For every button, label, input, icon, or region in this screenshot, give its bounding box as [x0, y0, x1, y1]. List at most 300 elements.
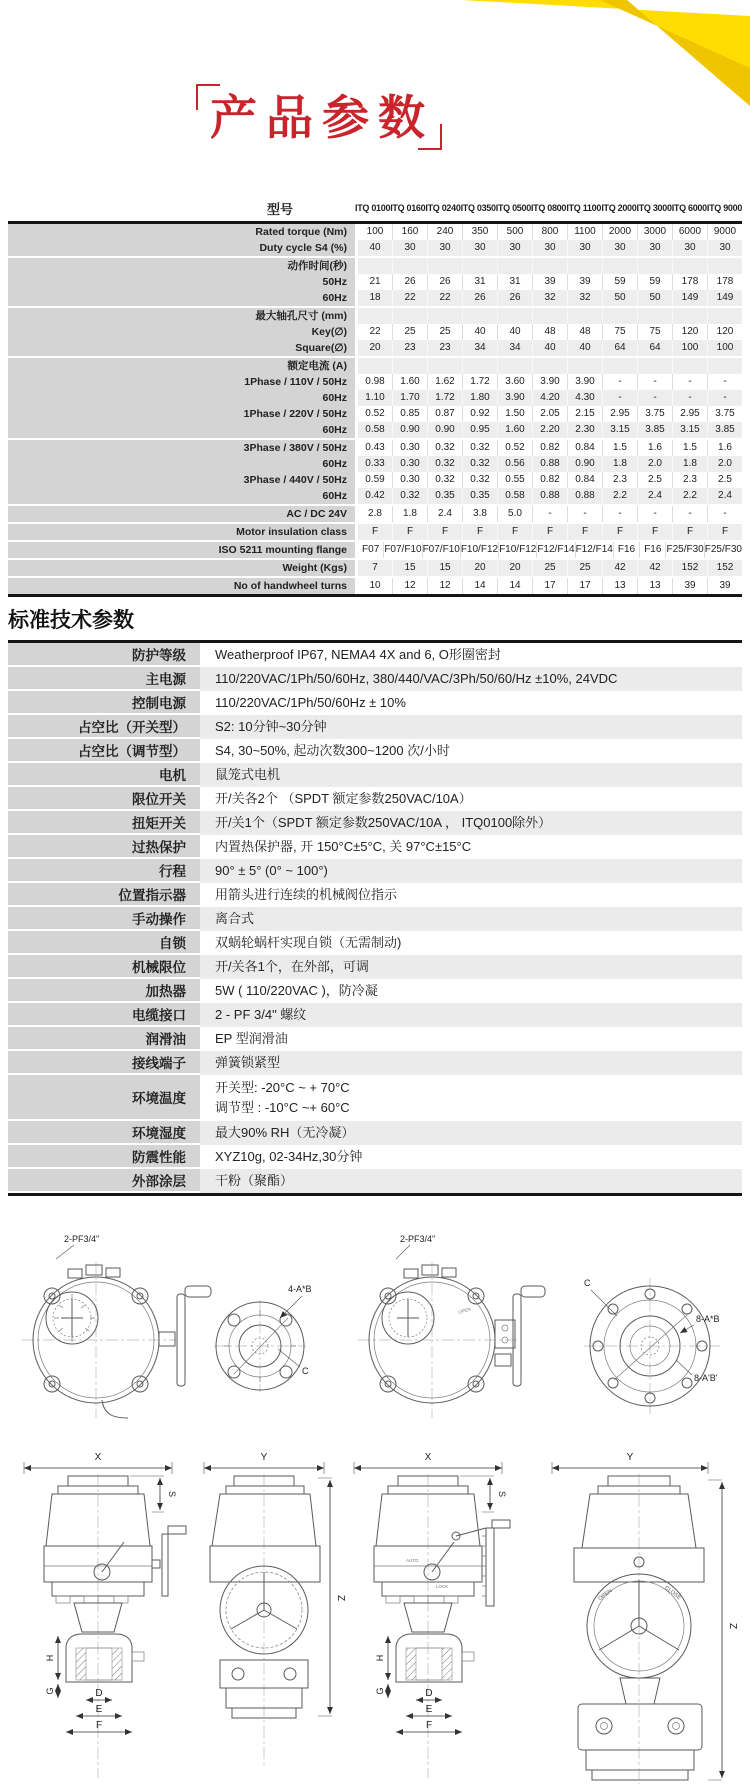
- tech-param-row: [8, 667, 742, 691]
- spec-cell: F12/F14: [536, 542, 574, 558]
- dim-f-right: F: [425, 1720, 433, 1731]
- spec-cell: 20: [497, 560, 532, 576]
- tech-param-label: 限位开关: [8, 787, 200, 811]
- spec-cell: 30: [637, 240, 672, 256]
- spec-cell: 0.30: [392, 472, 427, 488]
- spec-cell: -: [707, 374, 742, 390]
- spec-cell: 32: [532, 290, 567, 306]
- tech-param-value-cell: [200, 955, 742, 979]
- spec-cell: 152: [672, 560, 707, 576]
- spec-cell: 15: [392, 560, 427, 576]
- tech-param-value-cell: [200, 1169, 742, 1193]
- spec-data-row: [8, 578, 742, 594]
- spec-cell: 18: [358, 290, 392, 306]
- spec-cell: [707, 308, 742, 324]
- spec-cell: [462, 308, 497, 324]
- tech-param-value: 开关型: -20°C ~ + 70°C: [215, 1079, 350, 1095]
- tech-param-row: [8, 1075, 742, 1121]
- spec-row-label: 60Hz: [8, 290, 355, 306]
- model-spec-table: [8, 195, 742, 597]
- spec-cell: 64: [637, 340, 672, 356]
- spec-cell: 7: [358, 560, 392, 576]
- spec-row-label: No of handwheel turns: [8, 578, 355, 594]
- spec-cell: 0.32: [427, 456, 462, 472]
- spec-cell: 4.30: [567, 390, 602, 406]
- spec-cell: -: [637, 374, 672, 390]
- tech-param-value: 90° ± 5° (0° ~ 100°): [215, 862, 328, 878]
- spec-cell: 0.92: [462, 406, 497, 422]
- tech-param-label: 电缆接口: [8, 1003, 200, 1027]
- spec-cell: 0.30: [392, 440, 427, 456]
- tech-param-label: 过热保护: [8, 835, 200, 859]
- spec-cell: 2.5: [707, 472, 742, 488]
- dim-x-right: X: [424, 1452, 432, 1463]
- spec-cell: 0.98: [358, 374, 392, 390]
- spec-cell: 23: [392, 340, 427, 356]
- spec-cell: -: [707, 390, 742, 406]
- spec-cell: [392, 308, 427, 324]
- spec-cell: 30: [462, 240, 497, 256]
- spec-data-row: [8, 240, 742, 256]
- spec-group-row: [8, 358, 742, 374]
- spec-cell: 3.85: [637, 422, 672, 438]
- spec-cell: [602, 358, 637, 374]
- spec-data-row: [8, 524, 742, 540]
- dim-z-left: Z: [335, 1594, 346, 1602]
- spec-cell: 2.15: [567, 406, 602, 422]
- spec-row-label: 1Phase / 220V / 50Hz: [8, 406, 355, 422]
- spec-cell: 149: [672, 290, 707, 306]
- model-header: ITQ 3000: [636, 203, 672, 213]
- spec-cell: 1.62: [427, 374, 462, 390]
- spec-cell: 0.58: [358, 422, 392, 438]
- tech-param-value-cell: [200, 811, 742, 835]
- spec-row-label: AC / DC 24V: [8, 506, 355, 522]
- spec-cell: 39: [707, 578, 742, 594]
- tech-param-value-cell: [200, 1121, 742, 1145]
- spec-cell: [462, 358, 497, 374]
- spec-cell: 0.95: [462, 422, 497, 438]
- tech-param-row: [8, 907, 742, 931]
- spec-cell: 0.52: [497, 440, 532, 456]
- spec-cell: 39: [532, 274, 567, 290]
- close-marking-wheel: CLOSE: [663, 1585, 682, 1602]
- tech-param-value-cell: [200, 715, 742, 739]
- spec-row-label: ISO 5211 mounting flange: [8, 542, 355, 558]
- spec-cell: 30: [392, 240, 427, 256]
- flange-dim-label-c-right: C: [584, 1278, 591, 1288]
- spec-row-cells: [358, 524, 742, 540]
- spec-cell: 75: [637, 324, 672, 340]
- flange-bolt-label-4ab: 4-A*B: [288, 1284, 312, 1294]
- spec-row-cells: [358, 456, 742, 472]
- spec-table-header: [8, 195, 742, 221]
- spec-cell: 34: [462, 340, 497, 356]
- tech-param-value-cell: [200, 739, 742, 763]
- spec-row-cells: [358, 422, 742, 438]
- drawing-flange-view-right: [584, 1278, 720, 1414]
- spec-cell: F25/F30: [665, 542, 703, 558]
- tech-param-value: 鼠笼式电机: [215, 766, 281, 782]
- spec-cell: 3.60: [497, 374, 532, 390]
- spec-cell: 21: [358, 274, 392, 290]
- spec-row-cells: [358, 258, 742, 274]
- spec-cell: F: [567, 524, 602, 540]
- spec-row-label: 3Phase / 380V / 50Hz: [8, 440, 355, 456]
- dim-e-left: E: [95, 1704, 103, 1715]
- spec-cell: 22: [427, 290, 462, 306]
- tech-param-value: S4, 30~50%, 起动次数300~1200 次/小时: [215, 742, 450, 758]
- drawing-front-view-right: [358, 1234, 545, 1418]
- spec-cell: F16: [613, 542, 639, 558]
- spec-cell: F07: [358, 542, 383, 558]
- spec-cell: 2.4: [707, 488, 742, 504]
- drawing-side-view-1: [24, 1452, 186, 1778]
- tech-param-value: 开/关各1个，在外部，可调: [215, 958, 369, 974]
- tech-param-label: 接线端子: [8, 1051, 200, 1075]
- spec-cell: [637, 308, 672, 324]
- spec-cell: 22: [358, 324, 392, 340]
- open-marking-wheel: OPEN: [597, 1588, 614, 1603]
- spec-cell: 0.90: [567, 456, 602, 472]
- spec-cell: 0.32: [427, 472, 462, 488]
- tech-param-value: EP 型润滑油: [215, 1030, 288, 1046]
- spec-cell: 5.0: [497, 506, 532, 522]
- spec-cell: 0.82: [532, 472, 567, 488]
- spec-data-row: [8, 456, 742, 472]
- dim-y-left: Y: [260, 1452, 268, 1463]
- spec-cell: 152: [707, 560, 742, 576]
- spec-cell: 40: [358, 240, 392, 256]
- spec-cell: [427, 308, 462, 324]
- spec-cell: 13: [602, 578, 637, 594]
- spec-cell: 40: [462, 324, 497, 340]
- spec-cell: 2.4: [637, 488, 672, 504]
- spec-row-label: Motor insulation class: [8, 524, 355, 540]
- tech-param-row: [8, 1003, 742, 1027]
- tech-param-row: [8, 715, 742, 739]
- spec-data-row: [8, 224, 742, 240]
- spec-cell: 0.82: [532, 440, 567, 456]
- spec-cell: F10/F12: [498, 542, 536, 558]
- spec-group-row: [8, 308, 742, 324]
- spec-cell: 17: [532, 578, 567, 594]
- spec-row-cells: [358, 240, 742, 256]
- tech-param-value-line2: 调节型 : -10°C ~+ 60°C: [215, 1100, 350, 1115]
- drawing-front-view-left: [22, 1234, 211, 1418]
- spec-cell: 160: [392, 224, 427, 240]
- spec-cell: 0.32: [462, 456, 497, 472]
- spec-cell: 1100: [567, 224, 602, 240]
- spec-row-cells: [358, 472, 742, 488]
- dim-f-left: F: [95, 1720, 103, 1731]
- tech-param-label: 占空比（调节型）: [8, 739, 200, 763]
- spec-cell: 25: [532, 560, 567, 576]
- spec-cell: 2.05: [532, 406, 567, 422]
- spec-row-cells: [358, 406, 742, 422]
- spec-cell: [462, 258, 497, 274]
- spec-cell: 0.85: [392, 406, 427, 422]
- spec-cell: 39: [672, 578, 707, 594]
- spec-cell: 1.10: [358, 390, 392, 406]
- tech-param-value: 110/220VAC/1Ph/50/60Hz, 380/440/VAC/3Ph/50/60/Hz ±10%, 24VDC: [215, 670, 618, 686]
- tech-param-row: [8, 859, 742, 883]
- tech-param-label: 润滑油: [8, 1027, 200, 1051]
- spec-cell: 2.2: [672, 488, 707, 504]
- spec-cell: 10: [358, 578, 392, 594]
- tech-param-value: 内置热保护器, 开 150°C±5°C, 关 97°C±15°C: [215, 838, 472, 854]
- tech-param-value: S2: 10分钟~30分钟: [215, 718, 327, 734]
- spec-cell: [532, 308, 567, 324]
- spec-cell: 3000: [637, 224, 672, 240]
- tech-param-value-cell: [200, 931, 742, 955]
- spec-cell: [392, 258, 427, 274]
- spec-cell: 30: [602, 240, 637, 256]
- tech-param-row: [8, 883, 742, 907]
- spec-data-row: [8, 274, 742, 290]
- spec-row-label: 1Phase / 110V / 50Hz: [8, 374, 355, 390]
- spec-cell: 1.8: [672, 456, 707, 472]
- spec-cell: 20: [358, 340, 392, 356]
- spec-cell: [602, 308, 637, 324]
- spec-cell: [392, 358, 427, 374]
- model-header: ITQ 2000: [601, 203, 637, 213]
- spec-row-label: Square(∅): [8, 340, 355, 356]
- model-header: ITQ 0100: [355, 203, 391, 213]
- spec-cell: 3.90: [497, 390, 532, 406]
- tech-param-value: 最大90% RH（无冷凝）: [215, 1124, 355, 1140]
- spec-cell: 30: [532, 240, 567, 256]
- spec-cell: F: [427, 524, 462, 540]
- spec-data-row: [8, 440, 742, 456]
- spec-cell: 59: [602, 274, 637, 290]
- spec-cell: 120: [672, 324, 707, 340]
- spec-cell: 0.84: [567, 472, 602, 488]
- flange-bolt-label-8ab: 8-A*B: [696, 1314, 720, 1324]
- spec-cell: 350: [462, 224, 497, 240]
- model-header: ITQ 0350: [460, 203, 496, 213]
- spec-data-row: [8, 560, 742, 576]
- tech-table-bottom-rule: [8, 1193, 742, 1196]
- spec-row-cells: [358, 542, 742, 558]
- tech-param-value: 2 - PF 3/4" 螺纹: [215, 1006, 307, 1022]
- spec-cell: 0.90: [427, 422, 462, 438]
- spec-cell: 1.72: [462, 374, 497, 390]
- spec-cell: F: [637, 524, 672, 540]
- spec-cell: [358, 308, 392, 324]
- spec-cell: 2.20: [532, 422, 567, 438]
- spec-row-label: 60Hz: [8, 488, 355, 504]
- spec-group-row: [8, 258, 742, 274]
- spec-cell: 26: [427, 274, 462, 290]
- spec-row-cells: [358, 290, 742, 306]
- spec-row-label: 动作时间(秒): [8, 258, 355, 274]
- tech-param-value-cell: [200, 667, 742, 691]
- dim-x-left: X: [94, 1452, 102, 1463]
- dim-d-left: D: [95, 1688, 103, 1699]
- spec-cell: 40: [497, 324, 532, 340]
- spec-cell: 14: [462, 578, 497, 594]
- spec-cell: 48: [567, 324, 602, 340]
- spec-cell: 3.90: [567, 374, 602, 390]
- spec-cell: 120: [707, 324, 742, 340]
- spec-cell: -: [672, 506, 707, 522]
- flange-bolt-label-8abp: 8-A'B': [694, 1373, 718, 1383]
- dim-g-right: G: [375, 1687, 385, 1695]
- spec-row-label: 60Hz: [8, 390, 355, 406]
- spec-cell: 3.15: [672, 422, 707, 438]
- spec-cell: F: [358, 524, 392, 540]
- spec-cell: 0.33: [358, 456, 392, 472]
- spec-cell: -: [672, 390, 707, 406]
- model-header: ITQ 0800: [530, 203, 567, 213]
- tech-param-row: [8, 1169, 742, 1193]
- spec-cell: 2.5: [637, 472, 672, 488]
- spec-cell: -: [707, 506, 742, 522]
- tech-param-value-cell: [200, 883, 742, 907]
- tech-param-value-cell: [200, 979, 742, 1003]
- spec-cell: 0.32: [392, 488, 427, 504]
- spec-cell: 2.2: [602, 488, 637, 504]
- spec-data-row: [8, 324, 742, 340]
- flange-dim-label-c-left: C: [302, 1366, 309, 1376]
- spec-cell: 1.8: [602, 456, 637, 472]
- spec-row-label: 60Hz: [8, 456, 355, 472]
- tech-param-value: 开/关各2个 （SPDT 额定参数250VAC/10A）: [215, 790, 472, 806]
- spec-cell: 2.95: [672, 406, 707, 422]
- spec-cell: -: [532, 506, 567, 522]
- spec-cell: -: [602, 506, 637, 522]
- tech-param-label: 主电源: [8, 667, 200, 691]
- tech-param-row: [8, 955, 742, 979]
- spec-cell: 31: [462, 274, 497, 290]
- tech-param-value: 离合式: [215, 910, 255, 926]
- spec-cell: F12/F14: [575, 542, 613, 558]
- spec-cell: [532, 358, 567, 374]
- spec-cell: 1.60: [497, 422, 532, 438]
- tech-param-label: 位置指示器: [8, 883, 200, 907]
- spec-cell: -: [637, 506, 672, 522]
- spec-cell: 31: [497, 274, 532, 290]
- tech-param-value-cell: [200, 835, 742, 859]
- spec-cell: 1.50: [497, 406, 532, 422]
- tech-param-label: 外部涂层: [8, 1169, 200, 1193]
- spec-cell: 3.90: [532, 374, 567, 390]
- tech-param-value: 干粉（聚酯）: [215, 1172, 294, 1188]
- spec-cell: 1.5: [672, 440, 707, 456]
- tech-params-heading: 标准技术参数: [8, 609, 134, 632]
- spec-cell: 26: [392, 274, 427, 290]
- spec-cell: 0.90: [392, 422, 427, 438]
- spec-cell: 100: [672, 340, 707, 356]
- spec-cell: 1.5: [602, 440, 637, 456]
- tech-param-row: [8, 739, 742, 763]
- spec-row-cells: [358, 440, 742, 456]
- spec-table-bottom-rule: [8, 594, 742, 597]
- model-header: ITQ 0240: [425, 203, 461, 213]
- spec-cell: [637, 358, 672, 374]
- tech-param-row: [8, 691, 742, 715]
- drawing-side-view-3: [354, 1452, 510, 1778]
- spec-cell: 14: [497, 578, 532, 594]
- tech-param-row: [8, 1121, 742, 1145]
- tech-params-table: [8, 640, 742, 1196]
- spec-cell: [497, 308, 532, 324]
- spec-row-cells: [358, 488, 742, 504]
- spec-cell: F: [707, 524, 742, 540]
- spec-cell: 0.32: [462, 472, 497, 488]
- title-corner-bracket-top-left: [196, 84, 220, 110]
- spec-cell: 30: [672, 240, 707, 256]
- spec-row-cells: [358, 390, 742, 406]
- spec-cell: F25/F30: [704, 542, 742, 558]
- dim-z-right: Z: [727, 1622, 738, 1630]
- spec-cell: 0.55: [497, 472, 532, 488]
- spec-cell: 0.43: [358, 440, 392, 456]
- tech-param-value-cell: [200, 859, 742, 883]
- spec-row-cells: [358, 340, 742, 356]
- tech-param-row: [8, 1051, 742, 1075]
- spec-cell: 22: [392, 290, 427, 306]
- tech-param-value-cell: [200, 691, 742, 715]
- spec-row-cells: [358, 506, 742, 522]
- spec-cell: 0.56: [497, 456, 532, 472]
- spec-data-row: [8, 290, 742, 306]
- spec-cell: 30: [567, 240, 602, 256]
- title-block: [210, 92, 434, 144]
- spec-row-label: 50Hz: [8, 274, 355, 290]
- spec-cell: F: [497, 524, 532, 540]
- spec-cell: 17: [567, 578, 602, 594]
- spec-cell: 30: [427, 240, 462, 256]
- spec-cell: [672, 258, 707, 274]
- spec-data-row: [8, 472, 742, 488]
- spec-cell: [427, 258, 462, 274]
- drawing-side-view-2: [204, 1452, 346, 1768]
- model-header: ITQ 0160: [390, 203, 426, 213]
- spec-cell: 240: [427, 224, 462, 240]
- spec-cell: 149: [707, 290, 742, 306]
- spec-cell: 30: [497, 240, 532, 256]
- spec-cell: [567, 258, 602, 274]
- spec-cell: 0.32: [427, 440, 462, 456]
- spec-cell: 1.70: [392, 390, 427, 406]
- tech-param-value: XYZ10g, 02-34Hz,30分钟: [215, 1148, 363, 1164]
- dim-s-left: S: [167, 1490, 177, 1498]
- auto-marking: AUTO: [406, 1558, 419, 1563]
- spec-cell: 39: [567, 274, 602, 290]
- spec-row-label: 额定电流 (A): [8, 358, 355, 374]
- spec-cell: 2.3: [672, 472, 707, 488]
- spec-cell: 0.32: [462, 440, 497, 456]
- spec-data-row: [8, 390, 742, 406]
- spec-cell: [672, 358, 707, 374]
- spec-cell: 0.58: [497, 488, 532, 504]
- spec-cell: F16: [639, 542, 665, 558]
- spec-cell: -: [637, 390, 672, 406]
- page-title: 产品参数: [210, 91, 434, 144]
- spec-cell: [672, 308, 707, 324]
- spec-cell: 0.88: [567, 488, 602, 504]
- tech-param-row: [8, 787, 742, 811]
- spec-cell: 3.8: [462, 506, 497, 522]
- spec-row-cells: [358, 374, 742, 390]
- spec-cell: 64: [602, 340, 637, 356]
- tech-param-label: 环境湿度: [8, 1121, 200, 1145]
- spec-row-cells: [358, 224, 742, 240]
- spec-cell: 12: [427, 578, 462, 594]
- spec-cell: 3.15: [602, 422, 637, 438]
